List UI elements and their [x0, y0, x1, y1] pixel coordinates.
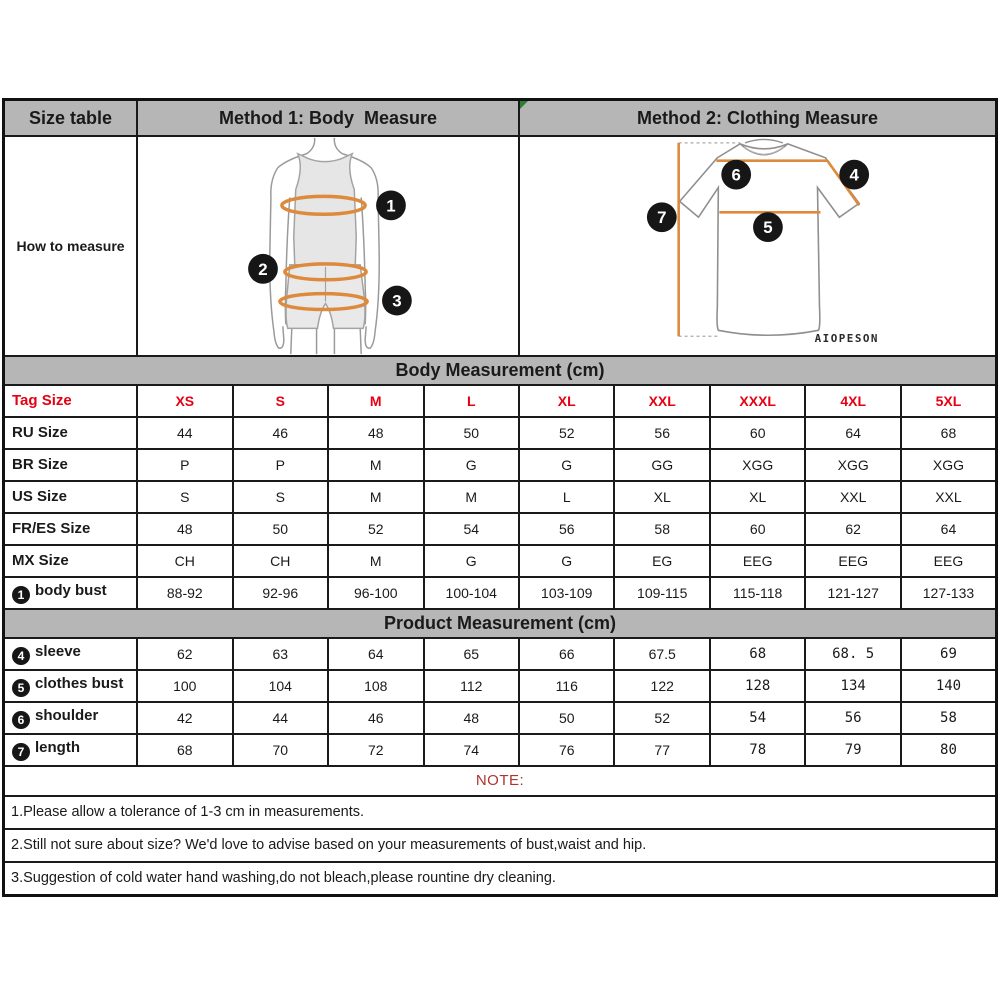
- value-cell: 116: [519, 670, 614, 702]
- svg-text:4: 4: [849, 165, 859, 185]
- row-label: 4 sleeve: [4, 638, 138, 670]
- value-cell: 74: [424, 734, 519, 766]
- method2-title: [519, 100, 997, 137]
- value-cell: 78: [710, 734, 805, 766]
- row-marker-icon: 1: [12, 586, 30, 604]
- table-row: [4, 577, 997, 609]
- row-marker-icon: 5: [12, 679, 30, 697]
- value-cell: XL: [710, 481, 805, 513]
- value-cell: G: [424, 449, 519, 481]
- method1-title: Method 1: Body Measure: [137, 100, 519, 137]
- value-cell: 52: [328, 513, 423, 545]
- size-chart-table: [2, 98, 998, 897]
- value-cell: 56: [519, 513, 614, 545]
- value-cell: P: [137, 449, 232, 481]
- svg-text:5: 5: [763, 218, 773, 238]
- body-measurement-title: Body Measurement (cm): [4, 356, 997, 385]
- measure-point-3-icon: [382, 286, 412, 316]
- product-measurement-title: Product Measurement (cm): [4, 609, 997, 638]
- value-cell: G: [424, 545, 519, 577]
- row-marker-icon: 7: [12, 743, 30, 761]
- measure-point-6-icon: [721, 160, 751, 190]
- note-item-2: 2.Still not sure about size? We'd love to advise based on your measurements of bust,waist and hip.: [4, 829, 997, 862]
- table-row: [4, 385, 997, 417]
- value-cell: 64: [805, 417, 900, 449]
- value-cell: 46: [233, 417, 328, 449]
- table-row: [4, 734, 997, 766]
- row-marker-icon: 4: [12, 647, 30, 665]
- clothing-measure-illustration-cell: [519, 136, 997, 356]
- value-cell: XXL: [805, 481, 900, 513]
- value-cell: EG: [614, 545, 709, 577]
- size-column-header: XXXL: [710, 385, 805, 417]
- value-cell: 121-127: [805, 577, 900, 609]
- note-row: [4, 796, 997, 829]
- table-row: [4, 545, 997, 577]
- measure-point-1-icon: [376, 190, 406, 220]
- note-row: [4, 862, 997, 896]
- size-column-header: M: [328, 385, 423, 417]
- value-cell: 52: [519, 417, 614, 449]
- body-figure-illustration: [138, 137, 518, 355]
- value-cell: 115-118: [710, 577, 805, 609]
- value-cell: XGG: [805, 449, 900, 481]
- value-cell: 67.5: [614, 638, 709, 670]
- top-section: [4, 100, 997, 357]
- value-cell: 62: [137, 638, 232, 670]
- value-cell: 69: [901, 638, 997, 670]
- measure-point-2-icon: [248, 254, 278, 284]
- value-cell: 68: [901, 417, 997, 449]
- value-cell: 80: [901, 734, 997, 766]
- value-cell: 92-96: [233, 577, 328, 609]
- value-cell: XGG: [901, 449, 997, 481]
- value-cell: 48: [137, 513, 232, 545]
- value-cell: 48: [424, 702, 519, 734]
- size-column-header: 4XL: [805, 385, 900, 417]
- value-cell: 100-104: [424, 577, 519, 609]
- row-label: RU Size: [4, 417, 138, 449]
- product-measurement-section: [4, 609, 997, 638]
- value-cell: L: [519, 481, 614, 513]
- value-cell: 68: [137, 734, 232, 766]
- value-cell: 64: [901, 513, 997, 545]
- row-label: 1 body bust: [4, 577, 138, 609]
- value-cell: GG: [614, 449, 709, 481]
- brand-label: AIOPESON: [814, 332, 879, 346]
- value-cell: 54: [710, 702, 805, 734]
- size-table-title: Size table: [4, 100, 138, 137]
- value-cell: 68. 5: [805, 638, 900, 670]
- value-cell: G: [519, 449, 614, 481]
- value-cell: 46: [328, 702, 423, 734]
- value-cell: EEG: [805, 545, 900, 577]
- value-cell: XXL: [901, 481, 997, 513]
- value-cell: 96-100: [328, 577, 423, 609]
- value-cell: 65: [424, 638, 519, 670]
- tshirt-illustration: [520, 137, 995, 355]
- measure-point-5-icon: [753, 212, 783, 242]
- row-label: 5 clothes bust: [4, 670, 138, 702]
- size-column-header: XL: [519, 385, 614, 417]
- value-cell: XGG: [710, 449, 805, 481]
- value-cell: 140: [901, 670, 997, 702]
- value-cell: 50: [233, 513, 328, 545]
- header-row: [4, 100, 997, 137]
- body-measurement-header: [4, 356, 997, 385]
- value-cell: 60: [710, 417, 805, 449]
- row-label: MX Size: [4, 545, 138, 577]
- value-cell: 104: [233, 670, 328, 702]
- method2-title-text: Method 2: Clothing Measure: [636, 107, 878, 128]
- value-cell: 100: [137, 670, 232, 702]
- table-row: [4, 513, 997, 545]
- value-cell: 134: [805, 670, 900, 702]
- value-cell: 54: [424, 513, 519, 545]
- value-cell: S: [233, 481, 328, 513]
- size-column-header: L: [424, 385, 519, 417]
- note-row: [4, 829, 997, 862]
- value-cell: 108: [328, 670, 423, 702]
- value-cell: 103-109: [519, 577, 614, 609]
- svg-text:6: 6: [731, 165, 741, 185]
- value-cell: S: [137, 481, 232, 513]
- table-row: [4, 638, 997, 670]
- value-cell: 60: [710, 513, 805, 545]
- product-measurement-header: [4, 609, 997, 638]
- value-cell: 56: [614, 417, 709, 449]
- how-to-measure-label: How to measure: [4, 136, 138, 356]
- body-measurement-rows: [4, 385, 997, 609]
- value-cell: CH: [137, 545, 232, 577]
- value-cell: 77: [614, 734, 709, 766]
- note-item-3: 3.Suggestion of cold water hand washing,do not bleach,please rountine dry cleaning.: [4, 862, 997, 896]
- value-cell: 58: [901, 702, 997, 734]
- value-cell: G: [519, 545, 614, 577]
- body-measurement-section: [4, 356, 997, 385]
- row-label: 6 shoulder: [4, 702, 138, 734]
- svg-text:1: 1: [386, 196, 396, 216]
- value-cell: EEG: [901, 545, 997, 577]
- value-cell: M: [424, 481, 519, 513]
- table-row: [4, 702, 997, 734]
- value-cell: 109-115: [614, 577, 709, 609]
- value-cell: 50: [519, 702, 614, 734]
- notes-section: [4, 766, 997, 896]
- value-cell: EEG: [710, 545, 805, 577]
- body-measure-illustration-cell: [137, 136, 519, 356]
- size-column-header: XXL: [614, 385, 709, 417]
- value-cell: 44: [233, 702, 328, 734]
- row-label: Tag Size: [4, 385, 138, 417]
- value-cell: XL: [614, 481, 709, 513]
- value-cell: CH: [233, 545, 328, 577]
- value-cell: 66: [519, 638, 614, 670]
- value-cell: 112: [424, 670, 519, 702]
- value-cell: 68: [710, 638, 805, 670]
- value-cell: 48: [328, 417, 423, 449]
- value-cell: P: [233, 449, 328, 481]
- value-cell: 70: [233, 734, 328, 766]
- product-measurement-rows: [4, 638, 997, 766]
- value-cell: 58: [614, 513, 709, 545]
- value-cell: 122: [614, 670, 709, 702]
- value-cell: 72: [328, 734, 423, 766]
- table-row: [4, 481, 997, 513]
- row-label: 7 length: [4, 734, 138, 766]
- svg-text:7: 7: [657, 208, 667, 228]
- value-cell: 44: [137, 417, 232, 449]
- value-cell: 62: [805, 513, 900, 545]
- value-cell: 127-133: [901, 577, 997, 609]
- size-column-header: 5XL: [901, 385, 997, 417]
- row-marker-icon: 6: [12, 711, 30, 729]
- value-cell: 79: [805, 734, 900, 766]
- svg-text:3: 3: [392, 291, 402, 311]
- value-cell: 63: [233, 638, 328, 670]
- row-label: US Size: [4, 481, 138, 513]
- value-cell: M: [328, 481, 423, 513]
- value-cell: 56: [805, 702, 900, 734]
- measure-point-7-icon: [647, 202, 677, 232]
- svg-text:2: 2: [258, 259, 268, 279]
- size-column-header: XS: [137, 385, 232, 417]
- value-cell: 76: [519, 734, 614, 766]
- value-cell: 52: [614, 702, 709, 734]
- note-title-row: [4, 766, 997, 796]
- cell-corner-marker: [520, 101, 528, 109]
- table-row: [4, 417, 997, 449]
- size-column-header: S: [233, 385, 328, 417]
- table-row: [4, 670, 997, 702]
- measure-point-4-icon: [839, 160, 869, 190]
- illustration-row: [4, 136, 997, 356]
- value-cell: 64: [328, 638, 423, 670]
- row-label: BR Size: [4, 449, 138, 481]
- note-title: NOTE:: [4, 766, 997, 796]
- value-cell: 128: [710, 670, 805, 702]
- row-label: FR/ES Size: [4, 513, 138, 545]
- value-cell: 50: [424, 417, 519, 449]
- value-cell: M: [328, 545, 423, 577]
- value-cell: 88-92: [137, 577, 232, 609]
- value-cell: M: [328, 449, 423, 481]
- value-cell: 42: [137, 702, 232, 734]
- note-item-1: 1.Please allow a tolerance of 1-3 cm in measurements.: [4, 796, 997, 829]
- table-row: [4, 449, 997, 481]
